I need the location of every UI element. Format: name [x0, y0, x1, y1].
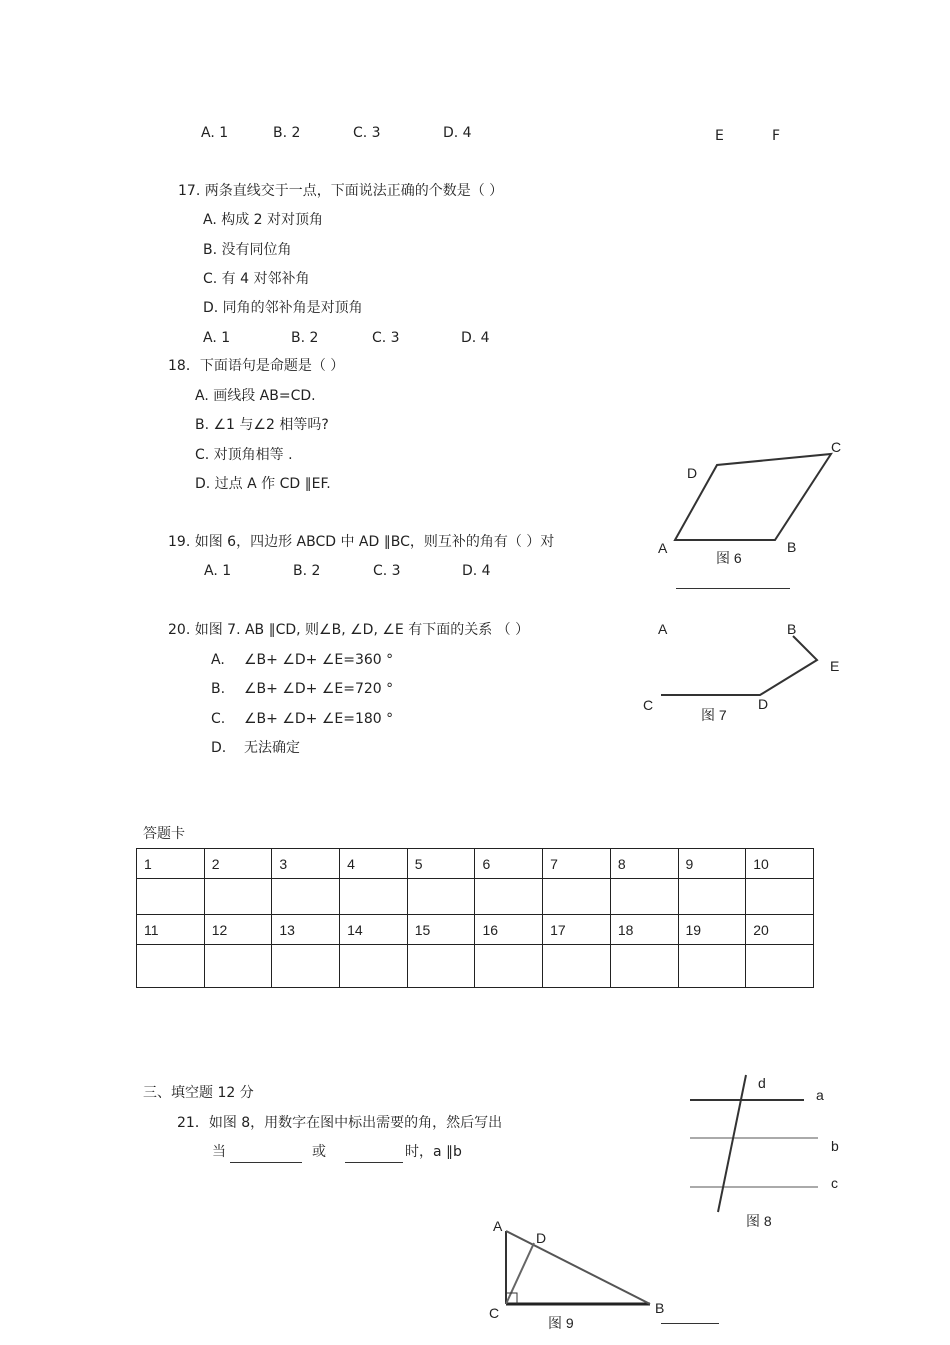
q20-item-a-letter: A.	[211, 652, 225, 668]
answer-card-cell: 18	[610, 915, 678, 945]
fig7-path	[661, 636, 817, 695]
top-label-e: E	[715, 128, 724, 144]
q17-option-a: A. 1	[203, 330, 231, 346]
section3-title: 三、填空题 12 分	[143, 1085, 254, 1101]
answer-card-cell: 12	[204, 915, 272, 945]
q20-item-c-letter: C.	[211, 711, 226, 727]
top-label-f: F	[772, 128, 781, 144]
answer-card-cell: 17	[543, 915, 611, 945]
answer-card-cell: 10	[746, 849, 814, 879]
answer-card-cell: 2	[204, 849, 272, 879]
answer-card-cell: 9	[678, 849, 746, 879]
q21-or: 或	[312, 1144, 326, 1160]
answer-card-cell: 8	[610, 849, 678, 879]
q17-item-c: C. 有 4 对邻补角	[203, 271, 310, 287]
q20-item-b-letter: B.	[211, 681, 226, 697]
answer-card-cell: 15	[407, 915, 475, 945]
answer-card-cell: 3	[272, 849, 340, 879]
fig7-label-c: C	[643, 697, 654, 713]
fig8-line-d	[718, 1075, 746, 1212]
answer-card-cell: 20	[746, 915, 814, 945]
answer-card-cell: 14	[340, 915, 408, 945]
fig7-caption: 图 7	[701, 707, 727, 723]
fig6-label-b: B	[787, 539, 797, 555]
fig9-caption: 图 9	[548, 1315, 574, 1331]
q20-item-c-text: ∠B+ ∠D+ ∠E=180 °	[244, 711, 394, 727]
top-option-d: D. 4	[443, 125, 472, 141]
q19-stem: 19. 如图 6，四边形 ABCD 中 AD ∥BC，则互补的角有（ ）对	[168, 534, 555, 550]
q18-stem: 18．下面语句是命题是（ ）	[168, 358, 345, 374]
q17-item-a: A. 构成 2 对对顶角	[203, 212, 324, 228]
answer-card-title: 答题卡	[143, 826, 185, 842]
q18-item-a: A. 画线段 AB=CD.	[195, 388, 316, 404]
answer-card-cell: 4	[340, 849, 408, 879]
q19-option-b: B. 2	[293, 563, 321, 579]
answer-card-cell: 11	[137, 915, 205, 945]
fig8-caption: 图 8	[746, 1213, 772, 1229]
answer-card-cell: 6	[475, 849, 543, 879]
q17-item-b: B. 没有同位角	[203, 242, 292, 258]
top-option-a: A. 1	[201, 125, 229, 141]
figure-6	[658, 439, 841, 566]
q17-item-d: D. 同角的邻补角是对顶角	[203, 300, 363, 316]
q21-tail: 时，a ∥b	[405, 1144, 462, 1160]
q19-option-c: C. 3	[373, 563, 401, 579]
fig7-label-e: E	[830, 658, 840, 674]
q18-item-c: C. 对顶角相等 .	[195, 447, 293, 463]
q19-option-a: A. 1	[204, 563, 232, 579]
fig9-label-c: C	[489, 1305, 500, 1321]
fig9-side-ab	[506, 1231, 650, 1304]
fig6-caption: 图 6	[716, 550, 742, 566]
fig9-altitude-cd	[506, 1243, 534, 1304]
answer-card-cell: 5	[407, 849, 475, 879]
q20-stem: 20. 如图 7. AB ∥CD, 则∠B, ∠D, ∠E 有下面的关系 （ ）	[168, 622, 530, 638]
answer-card-cell: 13	[272, 915, 340, 945]
figure-7	[643, 621, 839, 723]
q17-option-c: C. 3	[372, 330, 400, 346]
answer-card-cell: 19	[678, 915, 746, 945]
fig9-label-b: B	[655, 1300, 665, 1316]
q20-item-b-text: ∠B+ ∠D+ ∠E=720 °	[244, 681, 394, 697]
q17-option-d: D. 4	[461, 330, 490, 346]
top-option-b: B. 2	[273, 125, 301, 141]
fig6-parallelogram	[675, 454, 831, 540]
fig6-label-d: D	[687, 465, 698, 481]
fig7-label-d: D	[758, 696, 769, 712]
fig9-label-a: A	[493, 1218, 503, 1234]
fig8-label-c: c	[831, 1175, 838, 1191]
fig8-label-d: d	[758, 1075, 766, 1091]
fig6-label-c: C	[831, 439, 842, 455]
figure-9	[489, 1218, 664, 1331]
q20-item-d-text: 无法确定	[244, 740, 300, 756]
fig6-label-a: A	[658, 540, 668, 556]
q20-item-d-letter: D.	[211, 740, 227, 756]
q17-stem: 17. 两条直线交于一点，下面说法正确的个数是（ ）	[178, 183, 504, 199]
q20-item-a-text: ∠B+ ∠D+ ∠E=360 °	[244, 652, 394, 668]
q21-line1: 21．如图 8，用数字在图中标出需要的角，然后写出	[177, 1115, 503, 1131]
fig8-label-b: b	[831, 1138, 839, 1154]
q18-item-b: B. ∠1 与∠2 相等吗?	[195, 417, 329, 433]
q17-option-b: B. 2	[291, 330, 319, 346]
answer-card-cell: 7	[543, 849, 611, 879]
fig7-label-b: B	[787, 621, 797, 637]
fig7-label-a: A	[658, 621, 668, 637]
fig8-label-a: a	[816, 1087, 824, 1103]
answer-card-cell: 1	[137, 849, 205, 879]
q19-option-d: D. 4	[462, 563, 491, 579]
answer-card-cell: 16	[475, 915, 543, 945]
q21-when: 当	[212, 1144, 226, 1160]
fig9-label-d: D	[536, 1230, 547, 1246]
figure-8	[690, 1075, 839, 1229]
top-option-c: C. 3	[353, 125, 381, 141]
q18-item-d: D. 过点 A 作 CD ∥EF.	[195, 476, 331, 492]
